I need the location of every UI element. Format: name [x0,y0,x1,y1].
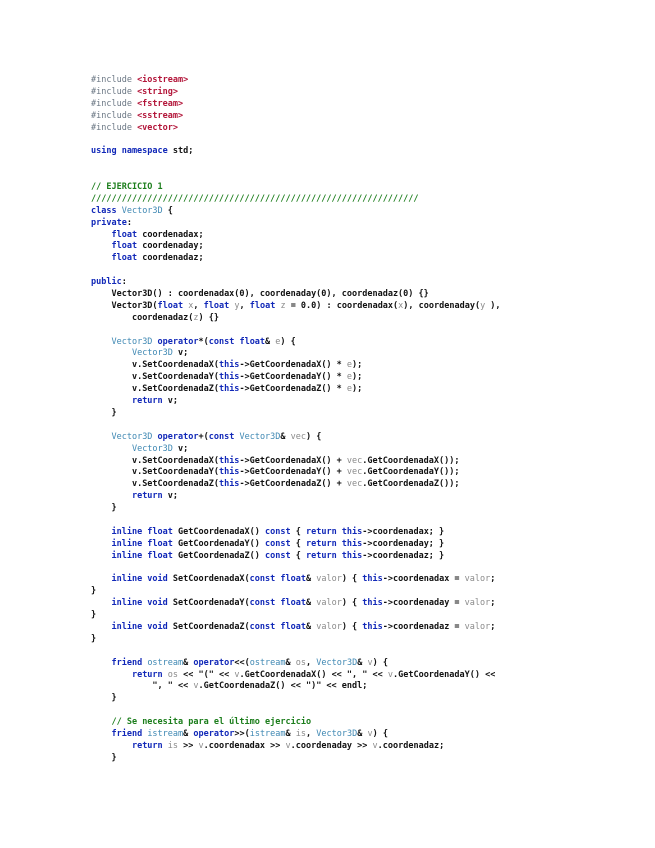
code-token: z [280,300,286,311]
code-token [91,432,111,442]
code-token: & [305,621,317,632]
code-token: } [91,586,97,597]
code-token: ) { [341,621,363,632]
code-token [91,289,111,299]
code-token: ->coordenadaz = [382,621,465,632]
code-token: valor [464,574,491,585]
code-line [91,479,501,491]
code-token: float [157,300,189,311]
code-token: } [111,503,117,514]
code-line [91,206,501,218]
code-line [91,634,501,646]
code-token: const float [249,621,306,632]
code-token [91,574,111,584]
code-token: float [111,229,143,240]
code-token: valor [316,621,342,632]
code-token: float [249,300,281,311]
code-token: class [91,205,122,216]
code-line [91,467,501,479]
code-token: float [111,253,143,264]
code-token: { [295,526,306,537]
code-token: ); [352,360,363,371]
code-token: e [346,360,353,371]
code-token: { [295,538,306,549]
code-token: ->GetCoordenadaY() + [239,467,347,478]
code-token [91,253,111,263]
code-token: vec [346,455,363,466]
code-token: Vector3D [316,657,358,668]
code-token: coordenadax; [142,229,204,240]
code-token: inline float [111,538,179,549]
code-token [91,456,132,466]
code-token: GetCoordenadaX() [178,526,266,537]
code-token: v; [167,396,179,407]
code-token [91,301,111,311]
code-line [91,194,501,206]
code-token: os [295,657,307,668]
code-line [91,598,501,610]
code-token: coordenadaz; [142,253,204,264]
code-token: float [111,241,143,252]
code-token [91,741,132,751]
code-token: v.SetCoordenadaZ( [131,479,219,490]
code-line [91,265,501,277]
code-token [91,598,111,608]
code-token: SetCoordenadaX( [172,574,250,585]
code-token: v [387,669,393,680]
code-line [91,681,501,693]
code-token: { [167,205,173,216]
code-token: .GetCoordenadaX() << ", " << [239,669,388,680]
code-token [91,384,132,394]
code-token: v; [178,443,189,454]
code-token: inline float [111,526,179,537]
code-token: operator [193,728,235,739]
code-token: std; [172,146,194,157]
code-token: #include [91,98,138,109]
code-token: <iostream> [137,75,189,85]
code-token [91,527,111,537]
code-token: <sstream> [137,110,184,121]
code-token [91,241,111,251]
code-token [91,479,132,489]
code-line [91,170,501,182]
code-token: <<( [234,657,250,668]
code-line [91,325,501,337]
code-token: is [167,740,184,751]
code-line [91,551,501,563]
code-token: valor [316,598,342,609]
code-line [91,111,501,123]
code-token: .coordenadax >> [203,740,286,751]
code-token: v; [178,348,189,359]
code-line [91,408,501,420]
code-line [91,658,501,670]
code-token: ) { [280,336,296,347]
code-token: ) { [306,431,322,442]
code-token [91,551,111,561]
code-token: this [218,467,240,478]
code-token: .GetCoordenadaY() << [392,669,496,680]
code-token: v; [167,491,179,502]
code-line [91,87,501,99]
code-token: ) { [372,657,388,668]
code-token [91,360,132,370]
code-token: y [480,300,486,311]
code-token: , [306,728,317,739]
code-token: float [203,300,235,311]
code-token: z [193,312,199,323]
code-token: v [234,669,240,680]
code-token: operator [157,431,199,442]
code-token: , [193,300,204,311]
code-token: Vector3D [111,431,158,442]
code-token: v [367,728,373,739]
code-token: & [280,431,291,442]
code-line [91,396,501,408]
code-token: , [239,300,250,311]
code-token: this [218,384,240,395]
code-token [91,491,132,501]
code-token: } [111,752,117,763]
code-token: << "(" << [183,669,235,680]
code-token: <vector> [137,122,179,133]
code-token: Vector3D() : coordenadax(0), coordenaday(0), coordenadaz(0) {} [111,289,429,300]
code-token: this [362,598,383,609]
code-token: return [131,491,168,502]
code-token: Vector3D( [111,300,158,311]
code-line [91,230,501,242]
code-line [91,360,501,372]
code-line [91,586,501,598]
code-token [91,337,111,347]
code-token: ) { [341,574,363,585]
code-token: #include [91,75,138,85]
code-token [91,693,111,703]
code-line [91,563,501,575]
code-line [91,146,501,158]
code-token: = 0.0) : coordenadax( [285,300,399,311]
code-token [91,670,132,680]
code-token: .coordenaday >> [290,740,373,751]
code-line [91,337,501,349]
code-token [91,230,111,240]
code-token: inline void [111,621,173,632]
code-line [91,158,501,170]
code-token: ->coordenadax; } [362,526,445,537]
code-token: ->GetCoordenadaX() * [239,360,347,371]
code-token: : [126,217,132,228]
code-token: v.SetCoordenadaX( [131,455,219,466]
code-line [91,503,501,515]
code-token: >> [183,740,199,751]
code-token: this [218,479,240,490]
code-line [91,277,501,289]
code-line [91,527,501,539]
code-line [91,253,501,265]
code-token: is [295,728,307,739]
code-token: & [183,728,194,739]
code-token: { [295,550,306,561]
code-token: Vector3D [121,205,168,216]
code-token: v [372,740,378,751]
code-line [91,432,501,444]
code-token: e [346,384,353,395]
code-token: Vector3D [131,443,179,454]
code-token: } [111,407,117,418]
code-token: friend [111,728,148,739]
code-line [91,420,501,432]
code-token: & [357,728,368,739]
code-token: GetCoordenadaZ() [178,550,266,561]
code-token: vec [290,431,307,442]
code-token: , [306,657,317,668]
code-token: this [362,574,383,585]
code-line [91,134,501,146]
code-token: } [111,693,117,704]
code-token: //////////////////////////////////////////////////////////////// [91,193,419,204]
code-token: const [265,526,296,537]
code-token: SetCoordenadaZ( [172,621,250,632]
code-token: valor [464,598,491,609]
code-token: & [285,728,296,739]
code-line [91,313,501,325]
code-line [91,123,501,135]
code-token: #include [91,86,138,97]
code-line [91,182,501,194]
code-token [91,658,111,668]
code-token: Vector3D [316,728,358,739]
code-line [91,515,501,527]
code-token: const [208,431,240,442]
code-token [91,467,132,477]
code-line [91,705,501,717]
code-token [91,396,132,406]
code-token: ), coordenaday( [403,300,481,311]
code-token: v [198,740,204,751]
code-token: return this [305,526,363,537]
code-token: const [265,538,296,549]
code-line [91,539,501,551]
code-token [91,717,111,727]
code-token: coordenadaz( [131,312,194,323]
code-token: : [121,277,127,288]
code-token: this [218,372,240,383]
code-token: x [188,300,194,311]
code-token: & [265,336,276,347]
code-line [91,753,501,765]
code-token: ->GetCoordenadaZ() * [239,384,347,395]
code-token: } [91,633,97,644]
code-line [91,218,501,230]
code-token: const float [249,598,306,609]
code-token [91,622,111,632]
code-token: inline float [111,550,179,561]
code-token: ; [490,621,496,632]
code-token: y [234,300,240,311]
code-token: v [367,657,373,668]
code-token: & [305,598,317,609]
code-token: +( [198,431,209,442]
code-token: v.SetCoordenadaY( [131,467,219,478]
code-token: private [91,217,127,228]
code-token: inline void [111,598,173,609]
code-token: // Se necesita para el último ejercicio [111,717,312,728]
code-token [91,681,152,691]
code-token: const [265,550,296,561]
code-token: istream [249,728,286,739]
code-token: ->coordenaday = [382,598,465,609]
code-line [91,384,501,396]
code-token: ), [485,300,501,311]
code-token: v.SetCoordenadaZ( [131,384,219,395]
code-line [91,717,501,729]
code-token: Vector3D [131,348,179,359]
code-token [91,729,111,739]
code-token: valor [316,574,342,585]
code-token: vec [346,467,363,478]
code-token: friend [111,657,148,668]
code-token: Vector3D [111,336,158,347]
code-token: ->coordenaday; } [362,538,445,549]
code-line [91,622,501,634]
code-line [91,456,501,468]
code-token: v [193,681,199,692]
code-token [91,408,111,418]
code-token: istream [147,728,184,739]
code-token: ; [490,598,496,609]
code-token: .GetCoordenadaZ() << ")" << endl; [198,681,368,692]
code-token: <string> [137,86,179,97]
code-line [91,670,501,682]
code-token: & [285,657,296,668]
code-token: ostream [249,657,286,668]
code-token: #include [91,122,138,133]
code-token: const float [208,336,266,347]
code-token: #include [91,110,138,121]
code-token: return [131,740,168,751]
code-token: & [357,657,368,668]
code-token: using namespace [91,146,173,157]
code-token: SetCoordenadaY( [172,598,250,609]
code-token: & [183,657,194,668]
code-token: return this [305,538,363,549]
code-line [91,610,501,622]
code-token: v [285,740,291,751]
code-token: ; [490,574,496,585]
code-token: v.SetCoordenadaX( [131,360,219,371]
code-token: // EJERCICIO 1 [91,182,163,193]
code-token: e [275,336,281,347]
code-line [91,444,501,456]
code-token: ) { [372,728,388,739]
code-token: const float [249,574,306,585]
code-token [91,313,132,323]
code-line [91,574,501,586]
code-token: ->GetCoordenadaZ() + [239,479,347,490]
code-token: return this [305,550,363,561]
code-token: .GetCoordenadaZ()); [362,479,460,490]
code-line [91,729,501,741]
code-token: ->coordenadax = [382,574,465,585]
code-token [91,503,111,513]
code-token: <fstream> [137,98,184,109]
code-listing [91,75,501,765]
code-token: return [131,669,168,680]
code-token: ostream [147,657,184,668]
code-token: coordenaday; [142,241,204,252]
code-token: this [218,455,240,466]
code-line [91,241,501,253]
code-token: >>( [234,728,250,739]
code-token: ); [352,372,363,383]
code-token: inline void [111,574,173,585]
code-token: GetCoordenadaY() [178,538,266,549]
code-token: ) { [341,598,363,609]
code-token [91,539,111,549]
code-token: ->GetCoordenadaY() * [239,372,347,383]
code-line [91,693,501,705]
code-token: *( [198,336,209,347]
code-token: Vector3D [239,431,281,442]
code-token: operator [157,336,199,347]
code-token [91,348,132,358]
code-token: this [218,360,240,371]
code-token: & [305,574,317,585]
code-token [91,444,132,454]
code-token: ", " << [152,681,194,692]
code-token [91,372,132,382]
code-line [91,75,501,87]
code-token: valor [464,621,491,632]
code-token: ) {} [198,312,219,323]
code-token: .coordenadaz; [377,740,445,751]
code-token: ); [352,384,363,395]
code-token: public [91,277,122,288]
code-line [91,646,501,658]
code-token: os [167,669,184,680]
code-token: operator [193,657,235,668]
code-token: e [346,372,353,383]
code-line [91,301,501,313]
code-token: return [131,396,168,407]
code-line [91,289,501,301]
code-token: .GetCoordenadaX()); [362,455,460,466]
code-line [91,741,501,753]
code-token [91,753,111,763]
code-line [91,99,501,111]
code-token: ->coordenadaz; } [362,550,445,561]
code-token: .GetCoordenadaY()); [362,467,460,478]
code-token: x [398,300,404,311]
code-token: vec [346,479,363,490]
code-line [91,372,501,384]
code-token: ->GetCoordenadaX() + [239,455,347,466]
code-line [91,491,501,503]
code-token: v.SetCoordenadaY( [131,372,219,383]
code-token: this [362,621,383,632]
code-token: } [91,610,97,621]
code-line [91,348,501,360]
